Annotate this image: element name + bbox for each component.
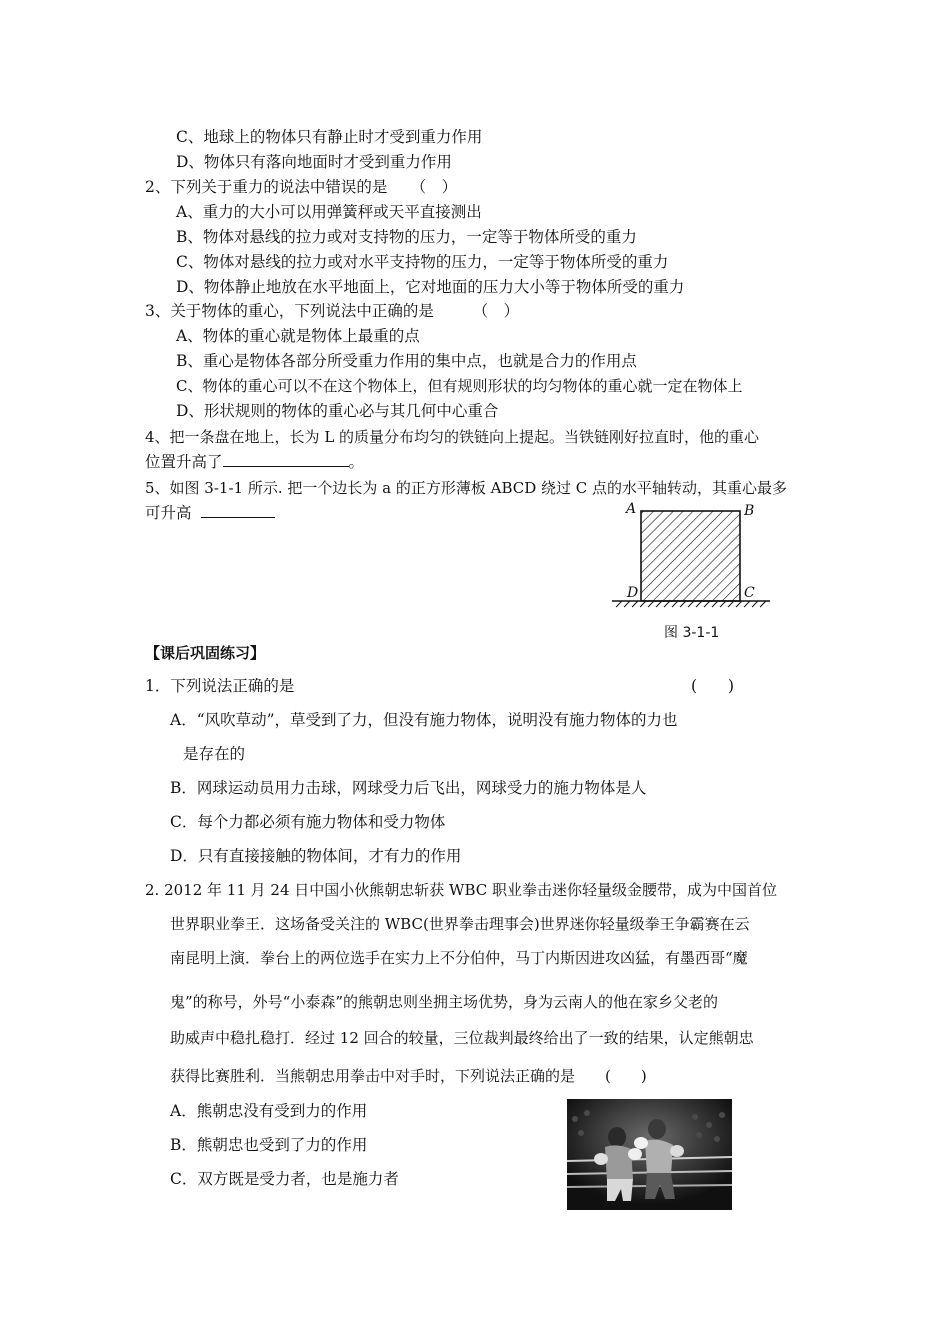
q3-stem: 3、关于物体的重心，下列说法中正确的是 （ ） bbox=[145, 302, 520, 320]
p2-q2-line5: 助威声中稳扎稳打．经过 12 回合的较量，三位裁判最终给出了一致的结果，认定熊朝忠 bbox=[170, 1029, 754, 1047]
p2-q2-line6: 获得比赛胜利．当熊朝忠用拳击中对手时，下列说法正确的是 ( ) bbox=[170, 1067, 647, 1085]
p2-q1-option-d: D．只有直接接触的物体间，才有力的作用 bbox=[170, 847, 462, 865]
vertex-label-b: B bbox=[744, 503, 755, 519]
p2-q2-line3: 南昆明上演．拳台上的两位选手在实力上不分伯仲，马丁内斯因进攻凶猛，有墨西哥“魔 bbox=[170, 949, 748, 967]
p2-q1-option-c: C．每个力都必须有施力物体和受力物体 bbox=[170, 813, 446, 831]
boxing-match-photo bbox=[567, 1099, 732, 1210]
q3-option-a: A、物体的重心就是物体上最重的点 bbox=[176, 327, 420, 345]
ground-hatching bbox=[616, 601, 766, 607]
q2-option-a: A、重力的大小可以用弹簧秤或天平直接测出 bbox=[176, 203, 482, 221]
p2-q1-option-b: B．网球运动员用力击球，网球受力后飞出，网球受力的施力物体是人 bbox=[170, 779, 647, 797]
p2-q1-option-a-cont: 是存在的 bbox=[183, 745, 246, 763]
q3-option-b: B、重心是物体各部分所受重力作用的集中点，也就是合力的作用点 bbox=[176, 352, 637, 370]
figure-caption: 图 3-1-1 bbox=[664, 625, 720, 641]
vertex-label-a: A bbox=[626, 501, 637, 517]
q3-option-c: C、物体的重心可以不在这个物体上，但有规则形状的均匀物体的重心就一定在物体上 bbox=[176, 377, 743, 395]
q5-answer-blank[interactable] bbox=[201, 503, 275, 518]
q5-line1: 5、如图 3-1-1 所示. 把一个边长为 a 的正方形薄板 ABCD 绕过 C 点的水平轴转动，其重心最多 bbox=[145, 479, 788, 497]
vertex-label-c: C bbox=[744, 585, 755, 601]
q2-option-c: C、物体对悬线的拉力或对水平支持物的压力，一定等于物体所受的重力 bbox=[176, 253, 669, 271]
q4-line2 bbox=[145, 452, 364, 472]
square-plate-figure bbox=[600, 495, 780, 615]
q5-line2-text: 可升高 bbox=[145, 504, 192, 522]
q4-line1: 4、把一条盘在地上，长为 L 的质量分布均匀的铁链向上提起。当铁链刚好拉直时，他的重心 bbox=[145, 428, 760, 446]
square-plate bbox=[641, 511, 740, 601]
q1-option-c: C、地球上的物体只有静止时才受到重力作用 bbox=[176, 128, 483, 146]
p2-q1-answer-paren: ( ) bbox=[691, 677, 735, 695]
p2-q1-stem: 1．下列说法正确的是 bbox=[145, 677, 295, 695]
q4-line2-suffix: 。 bbox=[348, 453, 365, 471]
q2-option-d: D、物体静止地放在水平地面上，它对地面的压力大小等于物体所受的重力 bbox=[176, 278, 685, 296]
q5-line2 bbox=[145, 503, 275, 523]
p2-q2-line4: 鬼”的称号，外号“小泰森”的熊朝忠则坐拥主场优势，身为云南人的他在家乡父老的 bbox=[170, 993, 719, 1011]
q2-option-b: B、物体对悬线的拉力或对支持物的压力，一定等于物体所受的重力 bbox=[176, 228, 637, 246]
section-title: 【课后巩固练习】 bbox=[145, 644, 266, 662]
p2-q1-option-a: A．“风吹草动”，草受到了力，但没有施力物体，说明没有施力物体的力也 bbox=[170, 711, 678, 729]
q4-line2-prefix: 位置升高了 bbox=[145, 453, 223, 471]
q2-stem: 2、下列关于重力的说法中错误的是 （ ） bbox=[145, 178, 458, 196]
vertex-label-d: D bbox=[627, 585, 639, 601]
p2-q2-line1: 2. 2012 年 11 月 24 日中国小伙熊朝忠斩获 WBC 职业拳击迷你轻量级金腰带，成为中国首位 bbox=[145, 881, 778, 899]
q3-option-d: D、形状规则的物体的重心必与其几何中心重合 bbox=[176, 402, 499, 420]
q4-answer-blank[interactable] bbox=[223, 452, 349, 467]
p2-q2-option-b: B．熊朝忠也受到了力的作用 bbox=[170, 1136, 368, 1154]
p2-q2-option-a: A．熊朝忠没有受到力的作用 bbox=[170, 1102, 368, 1120]
p2-q2-option-c: C．双方既是受力者，也是施力者 bbox=[170, 1170, 399, 1188]
p2-q2-line2: 世界职业拳王．这场备受关注的 WBC(世界拳击理事会)世界迷你轻量级拳王争霸赛在云 bbox=[170, 915, 750, 933]
q1-option-d: D、物体只有落向地面时才受到重力作用 bbox=[176, 153, 452, 171]
